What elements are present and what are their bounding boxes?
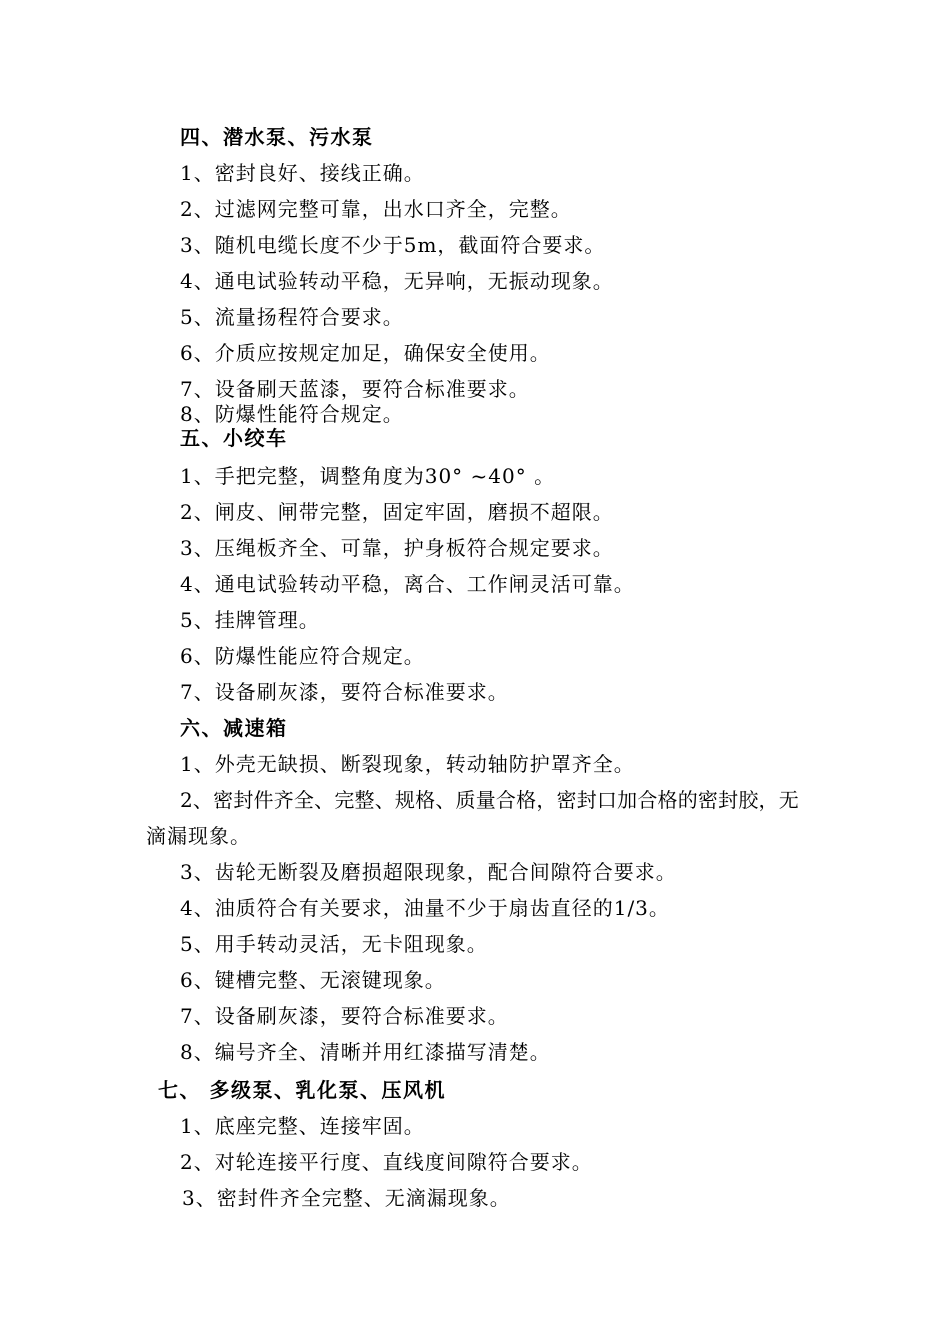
list-item: 3、压绳板齐全、可靠，护身板符合规定要求。: [180, 536, 614, 560]
list-item: 1、密封良好、接线正确。: [180, 161, 425, 185]
list-item: 6、防爆性能应符合规定。: [180, 644, 425, 668]
section-heading: 五、小绞车: [180, 426, 288, 450]
list-item: 1、底座完整、连接牢固。: [180, 1114, 425, 1138]
list-item: 6、键槽完整、无滚键现象。: [180, 968, 446, 992]
list-item: 4、通电试验转动平稳，离合、工作闸灵活可靠。: [180, 572, 635, 596]
list-item: 7、设备刷灰漆，要符合标准要求。: [180, 680, 509, 704]
list-item: 3、随机电缆长度不少于5m，截面符合要求。: [180, 233, 606, 257]
list-item: 5、流量扬程符合要求。: [180, 305, 404, 329]
list-item: 2、过滤网完整可靠，出水口齐全，完整。: [180, 197, 572, 221]
section-heading: 四、潜水泵、污水泵: [180, 125, 374, 149]
list-item: 2、闸皮、闸带完整，固定牢固，磨损不超限。: [180, 500, 614, 524]
list-item: 5、挂牌管理。: [180, 608, 320, 632]
list-item: 2、对轮连接平行度、直线度间隙符合要求。: [180, 1150, 593, 1174]
list-item: 7、设备刷灰漆，要符合标准要求。: [180, 1004, 509, 1028]
list-item: 8、编号齐全、清晰并用红漆描写清楚。: [180, 1040, 551, 1064]
list-item-continuation: 滴漏现象。: [146, 824, 251, 848]
list-item: 1、外壳无缺损、断裂现象，转动轴防护罩齐全。: [180, 752, 635, 776]
list-item: 4、通电试验转动平稳，无异响，无振动现象。: [180, 269, 614, 293]
list-item: 6、介质应按规定加足，确保安全使用。: [180, 341, 551, 365]
list-item: 1、手把完整，调整角度为30° ~40° 。: [180, 464, 556, 488]
section-heading: 六、减速箱: [180, 716, 288, 740]
list-item: 8、防爆性能符合规定。: [180, 402, 404, 426]
list-item: 4、油质符合有关要求，油量不少于扇齿直径的1/3。: [180, 896, 670, 920]
section-heading: 七、 多级泵、乳化泵、压风机: [158, 1078, 446, 1102]
list-item: 3、密封件齐全完整、无滴漏现象。: [182, 1186, 511, 1210]
list-item: 2、密封件齐全、完整、规格、质量合格，密封口加合格的密封胶，无: [180, 788, 799, 812]
list-item: 3、齿轮无断裂及磨损超限现象，配合间隙符合要求。: [180, 860, 677, 884]
list-item: 5、用手转动灵活，无卡阻现象。: [180, 932, 488, 956]
list-item: 7、设备刷天蓝漆，要符合标准要求。: [180, 377, 530, 401]
